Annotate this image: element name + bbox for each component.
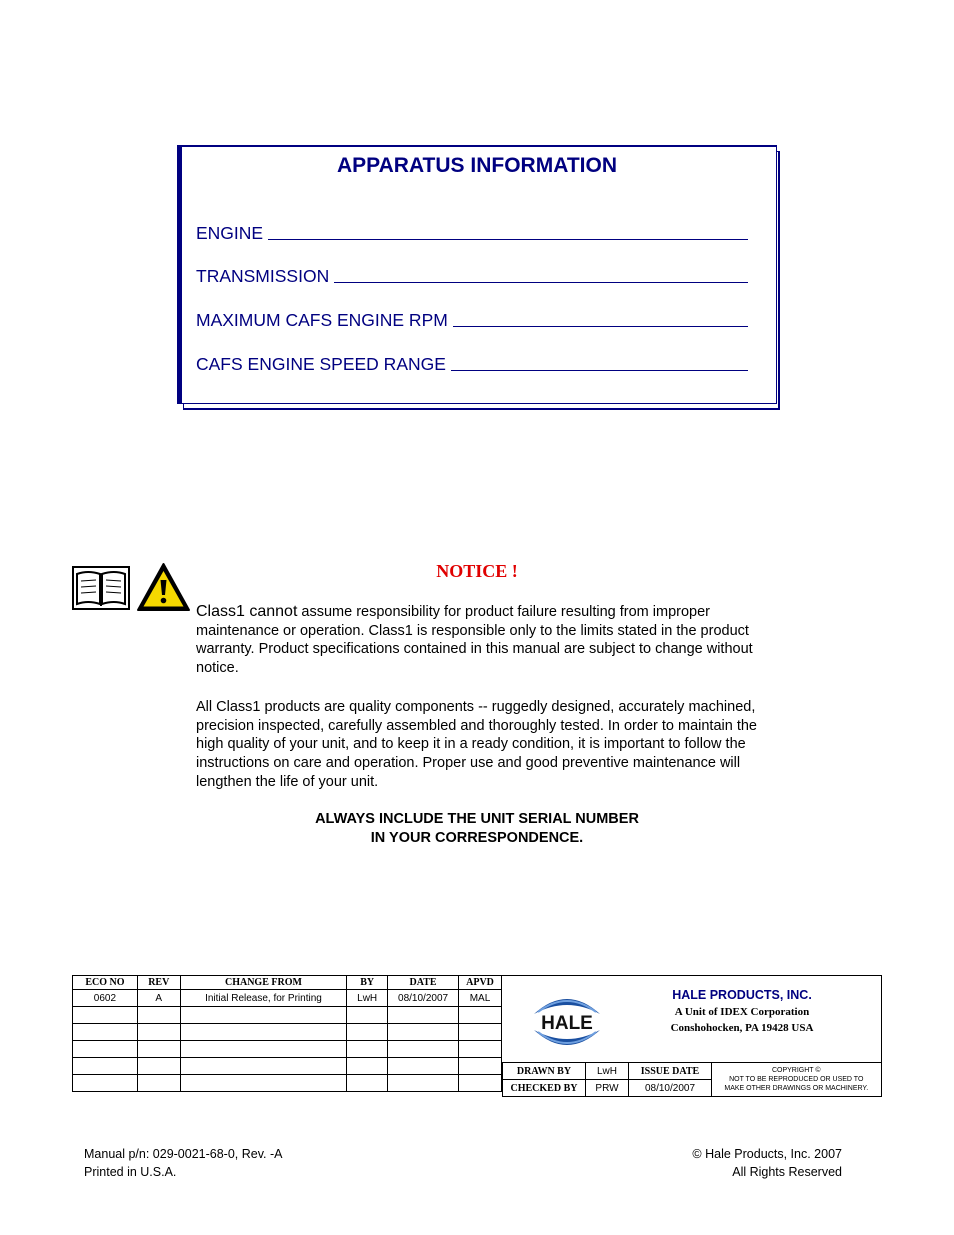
table-row xyxy=(73,1024,502,1041)
issue-date-label: ISSUE DATE xyxy=(629,1063,712,1080)
table-cell xyxy=(73,1007,138,1024)
printed-in: Printed in U.S.A. xyxy=(84,1165,177,1179)
table-cell xyxy=(388,1007,459,1024)
issue-date-value: 08/10/2007 xyxy=(629,1080,712,1097)
drawn-by-value: LwH xyxy=(586,1063,629,1080)
cell-eco-no: 0602 xyxy=(73,990,138,1007)
serial-number-note xyxy=(196,810,758,848)
table-cell xyxy=(180,1007,346,1024)
engine-blank-line xyxy=(268,238,748,240)
table-cell xyxy=(73,1024,138,1041)
header-by: BY xyxy=(347,976,388,990)
table-cell xyxy=(137,1024,180,1041)
table-cell xyxy=(180,1058,346,1075)
notice-paragraph-1 xyxy=(196,603,766,678)
table-cell xyxy=(73,1075,138,1092)
table-cell xyxy=(347,1058,388,1075)
table-cell xyxy=(347,1041,388,1058)
max-cafs-rpm-label: MAXIMUM CAFS ENGINE RPM xyxy=(196,310,448,330)
table-cell xyxy=(459,1041,502,1058)
drawn-by-label: DRAWN BY xyxy=(503,1063,586,1080)
cafs-speed-range-blank-line xyxy=(451,369,748,371)
apparatus-title: APPARATUS INFORMATION xyxy=(337,154,617,177)
header-eco-no: ECO NO xyxy=(73,976,138,990)
title-block xyxy=(502,975,882,1097)
max-cafs-rpm-field[interactable] xyxy=(196,309,748,331)
table-row xyxy=(73,1075,502,1092)
header-apvd: APVD xyxy=(459,976,502,990)
footer-right xyxy=(600,1145,842,1181)
drawn-by-row xyxy=(503,1063,881,1080)
notice-heading: NOTICE ! xyxy=(436,561,518,581)
table-cell xyxy=(347,1007,388,1024)
hale-logo xyxy=(524,990,610,1052)
serial-note-line-1: ALWAYS INCLUDE THE UNIT SERIAL NUMBER xyxy=(315,811,639,827)
table-cell xyxy=(347,1075,388,1092)
table-cell xyxy=(137,1041,180,1058)
table-cell xyxy=(180,1024,346,1041)
footer-rights: All Rights Reserved xyxy=(732,1165,842,1179)
cell-rev: A xyxy=(137,990,180,1007)
engine-field[interactable] xyxy=(196,222,748,244)
max-cafs-rpm-blank-line xyxy=(453,325,748,327)
table-cell xyxy=(459,1058,502,1075)
table-cell xyxy=(73,1041,138,1058)
header-date: DATE xyxy=(388,976,459,990)
copyright-notice: COPYRIGHT © NOT TO BE REPRODUCED OR USED TO MAKE OTHER DRAWINGS OR MACHINERY. xyxy=(712,1063,881,1097)
engine-label: ENGINE xyxy=(196,223,264,243)
table-cell xyxy=(137,1058,180,1075)
revision-table xyxy=(72,975,502,1092)
table-cell xyxy=(347,1024,388,1041)
cell-date: 08/10/2007 xyxy=(388,990,459,1007)
transmission-blank-line xyxy=(334,281,748,283)
table-cell xyxy=(137,1007,180,1024)
table-row xyxy=(73,1058,502,1075)
table-cell xyxy=(388,1024,459,1041)
company-subtitle: A Unit of IDEX Corporation xyxy=(674,1006,810,1018)
revision-header-row xyxy=(73,976,502,990)
serial-note-line-2: IN YOUR CORRESPONDENCE. xyxy=(370,830,584,846)
notice-paragraph-2: All Class1 products are quality components -- ruggedly designed, accurately machined, precision inspected, carefully assembled and thoroughly tested. In order to maintain the high quality of your unit, and to keep it in a ready condition, it is important to follow the instructions on care and operation. Proper use and good preventive maintenance will lengthen the life of your unit. xyxy=(196,699,757,790)
cell-change-from: Initial Release, for Printing xyxy=(180,990,346,1007)
notice-body-text: assume responsibility for product failure resulting from improper maintenance or operation. Class1 is responsible only to the limits stated in the product warranty. Product specifications contained in this manual are subject to change without notice. xyxy=(196,604,753,677)
cell-apvd: MAL xyxy=(459,990,502,1007)
table-cell xyxy=(137,1075,180,1092)
checked-by-label: CHECKED BY xyxy=(503,1080,586,1097)
table-cell xyxy=(73,1058,138,1075)
table-row xyxy=(73,1007,502,1024)
header-rev: REV xyxy=(137,976,180,990)
cafs-speed-range-label: CAFS ENGINE SPEED RANGE xyxy=(196,354,446,374)
manual-part-number: Manual p/n: 029-0021-68-0, Rev. -A xyxy=(84,1147,283,1161)
company-address: Conshohocken, PA 19428 USA xyxy=(670,1022,814,1034)
footer-left xyxy=(84,1145,283,1181)
cafs-speed-range-field[interactable] xyxy=(196,353,748,375)
transmission-field[interactable] xyxy=(196,265,748,287)
table-cell xyxy=(180,1041,346,1058)
notice-lead-text: Class1 cannot xyxy=(196,603,298,620)
table-cell xyxy=(459,1024,502,1041)
table-cell xyxy=(388,1075,459,1092)
header-change-from: CHANGE FROM xyxy=(180,976,346,990)
transmission-label: TRANSMISSION xyxy=(196,266,330,286)
table-cell xyxy=(459,1075,502,1092)
table-cell xyxy=(388,1058,459,1075)
company-name: HALE PRODUCTS, INC. xyxy=(672,988,812,1002)
footer-copyright: © Hale Products, Inc. 2007 xyxy=(692,1147,842,1161)
signature-table xyxy=(502,1062,881,1097)
svg-text:HALE: HALE xyxy=(541,1013,593,1034)
table-row xyxy=(73,1041,502,1058)
cell-by: LwH xyxy=(347,990,388,1007)
table-row xyxy=(73,990,502,1007)
checked-by-value: PRW xyxy=(586,1080,629,1097)
table-cell xyxy=(459,1007,502,1024)
table-cell xyxy=(388,1041,459,1058)
table-cell xyxy=(180,1075,346,1092)
